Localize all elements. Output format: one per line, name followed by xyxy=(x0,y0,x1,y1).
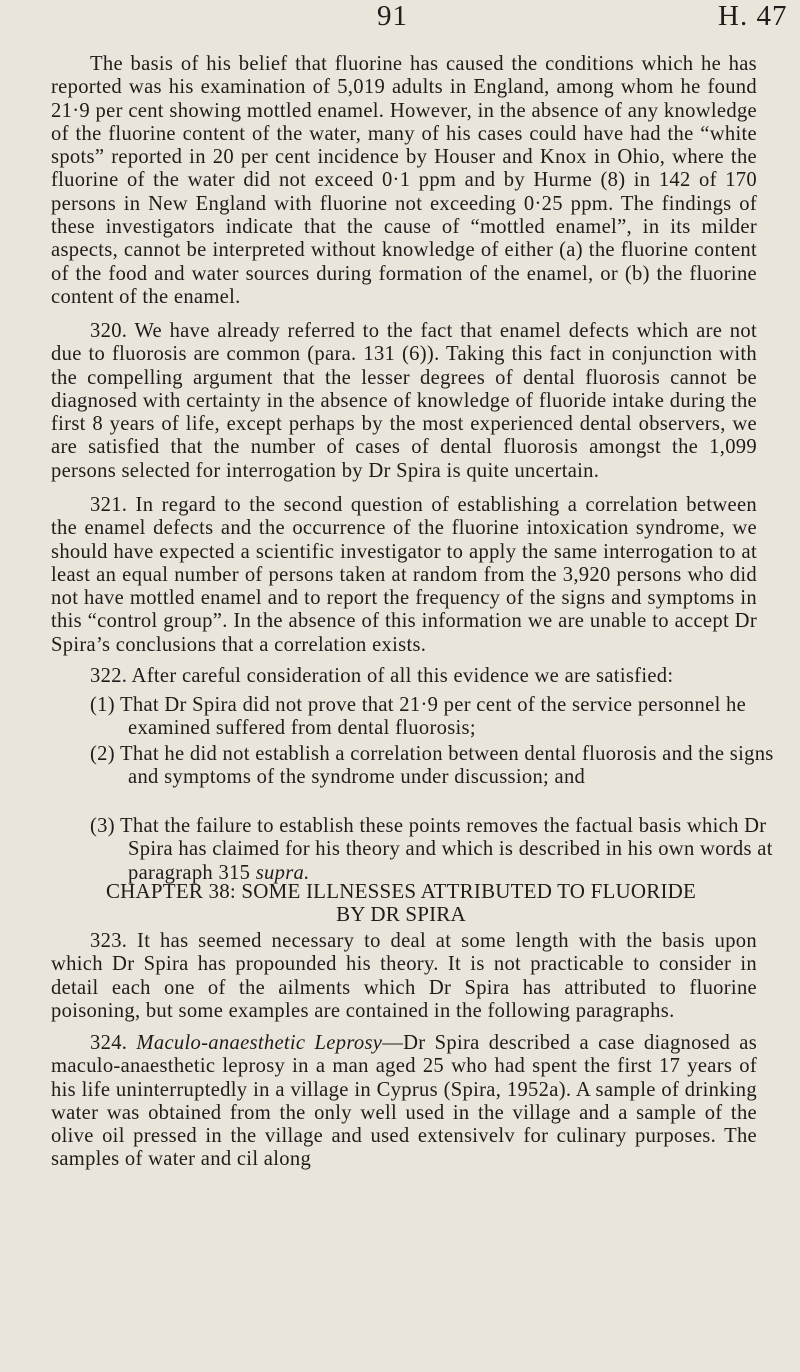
chapter-title-line-2: BY DR SPIRA xyxy=(336,902,466,926)
paragraph-323: 323. It has seemed necessary to deal at some length with the basis upon which Dr Spira has propounded his theory. It is not practicable to consider in detail each one of the ailments which Dr Spira has attributed to fluorine poisoning, but some examples are contained in the following paragraphs. xyxy=(51,930,757,1022)
paragraph-321: 321. In regard to the second question of establishing a correlation between the enamel defects and the occurrence of the fluorine intoxication syndrome, we should have expected a scientific investigator to apply the same interrogation to at least an equal number of persons taken at random from the 3,920 persons who did not have mottled enamel and to report the frequency of the signs and symptoms in this “control group”. In the absence of this information we are unable to accept Dr Spira’s conclusions that a correlation exists. xyxy=(51,494,757,656)
paragraph-324 xyxy=(51,1032,757,1172)
paragraph-intro: The basis of his belief that fluorine has caused the conditions which he has reported was his examination of 5,019 adults in England, among whom he found 21·9 per cent showing mottled enamel. However, in the absence of any knowledge of the fluorine content of the water, many of his cases could have had the “white spots” reported in 20 per cent incidence by Houser and Knox in Ohio, where the fluorine of the water did not exceed 0·1 ppm and by Hurme (8) in 142 of 170 persons in New England with fluorine not exceeding 0·25 ppm. The findings of these investigators indicate that the cause of “mottled enamel”, in its milder aspects, cannot be interpreted without knowledge of either (a) the fluorine content of the food and water sources during formation of the enamel, or (b) the fluorine content of the enamel. xyxy=(51,53,757,308)
paragraph-322: 322. After careful consideration of all this evidence we are satisfied: xyxy=(90,665,674,687)
paragraph-324-heading: Maculo-anaesthetic Leprosy xyxy=(136,1032,383,1054)
list-item-1: (1) That Dr Spira did not prove that 21·9 per cent of the service personnel he examined suffered from dental fluorosis; xyxy=(90,694,747,740)
list-item-3-text: (3) That the failure to establish these points removes the factual basis which Dr Spira has claimed for his theory and which is described in his own words at paragraph 315 xyxy=(90,815,773,884)
document-reference: H. 47 xyxy=(718,0,788,32)
list-item-3 xyxy=(90,815,795,885)
chapter-title xyxy=(51,880,751,926)
page-number: 91 xyxy=(377,0,408,32)
list-item-2: (2) That he did not establish a correlation between dental fluorosis and the signs and symptoms of the syndrome under discussion; and xyxy=(90,743,774,789)
paragraph-324-text: —Dr Spira described a case diagnosed as maculo-anaesthetic leprosy in a man aged 25 who had spent the first 17 years of his life uninterruptedly in a village in Cyprus (Spira, 1952a). A sample of drinking water was obtained from the only well used in the village and a sample of the olive oil pressed in the village and used extensivelv for culinary purposes. The samples of water and cil along xyxy=(51,1032,758,1171)
list-item-3-italic: supra. xyxy=(255,861,310,884)
chapter-title-line-1: CHAPTER 38: SOME ILLNESSES ATTRIBUTED TO FLUORIDE xyxy=(105,879,697,903)
paragraph-324-number: 324. xyxy=(90,1032,128,1054)
paragraph-320: 320. We have already referred to the fact that enamel defects which are not due to fluorosis are common (para. 131 (6)). Taking this fact in conjunction with the compelling argument that the lesser degrees of dental fluorosis cannot be diagnosed with certainty in the absence of knowledge of fluoride intake during the first 8 years of life, except perhaps by the most experienced dental observers, we are satisfied that the number of cases of dental fluorosis amongst the 1,099 persons selected for interrogation by Dr Spira is quite uncertain. xyxy=(51,320,757,482)
